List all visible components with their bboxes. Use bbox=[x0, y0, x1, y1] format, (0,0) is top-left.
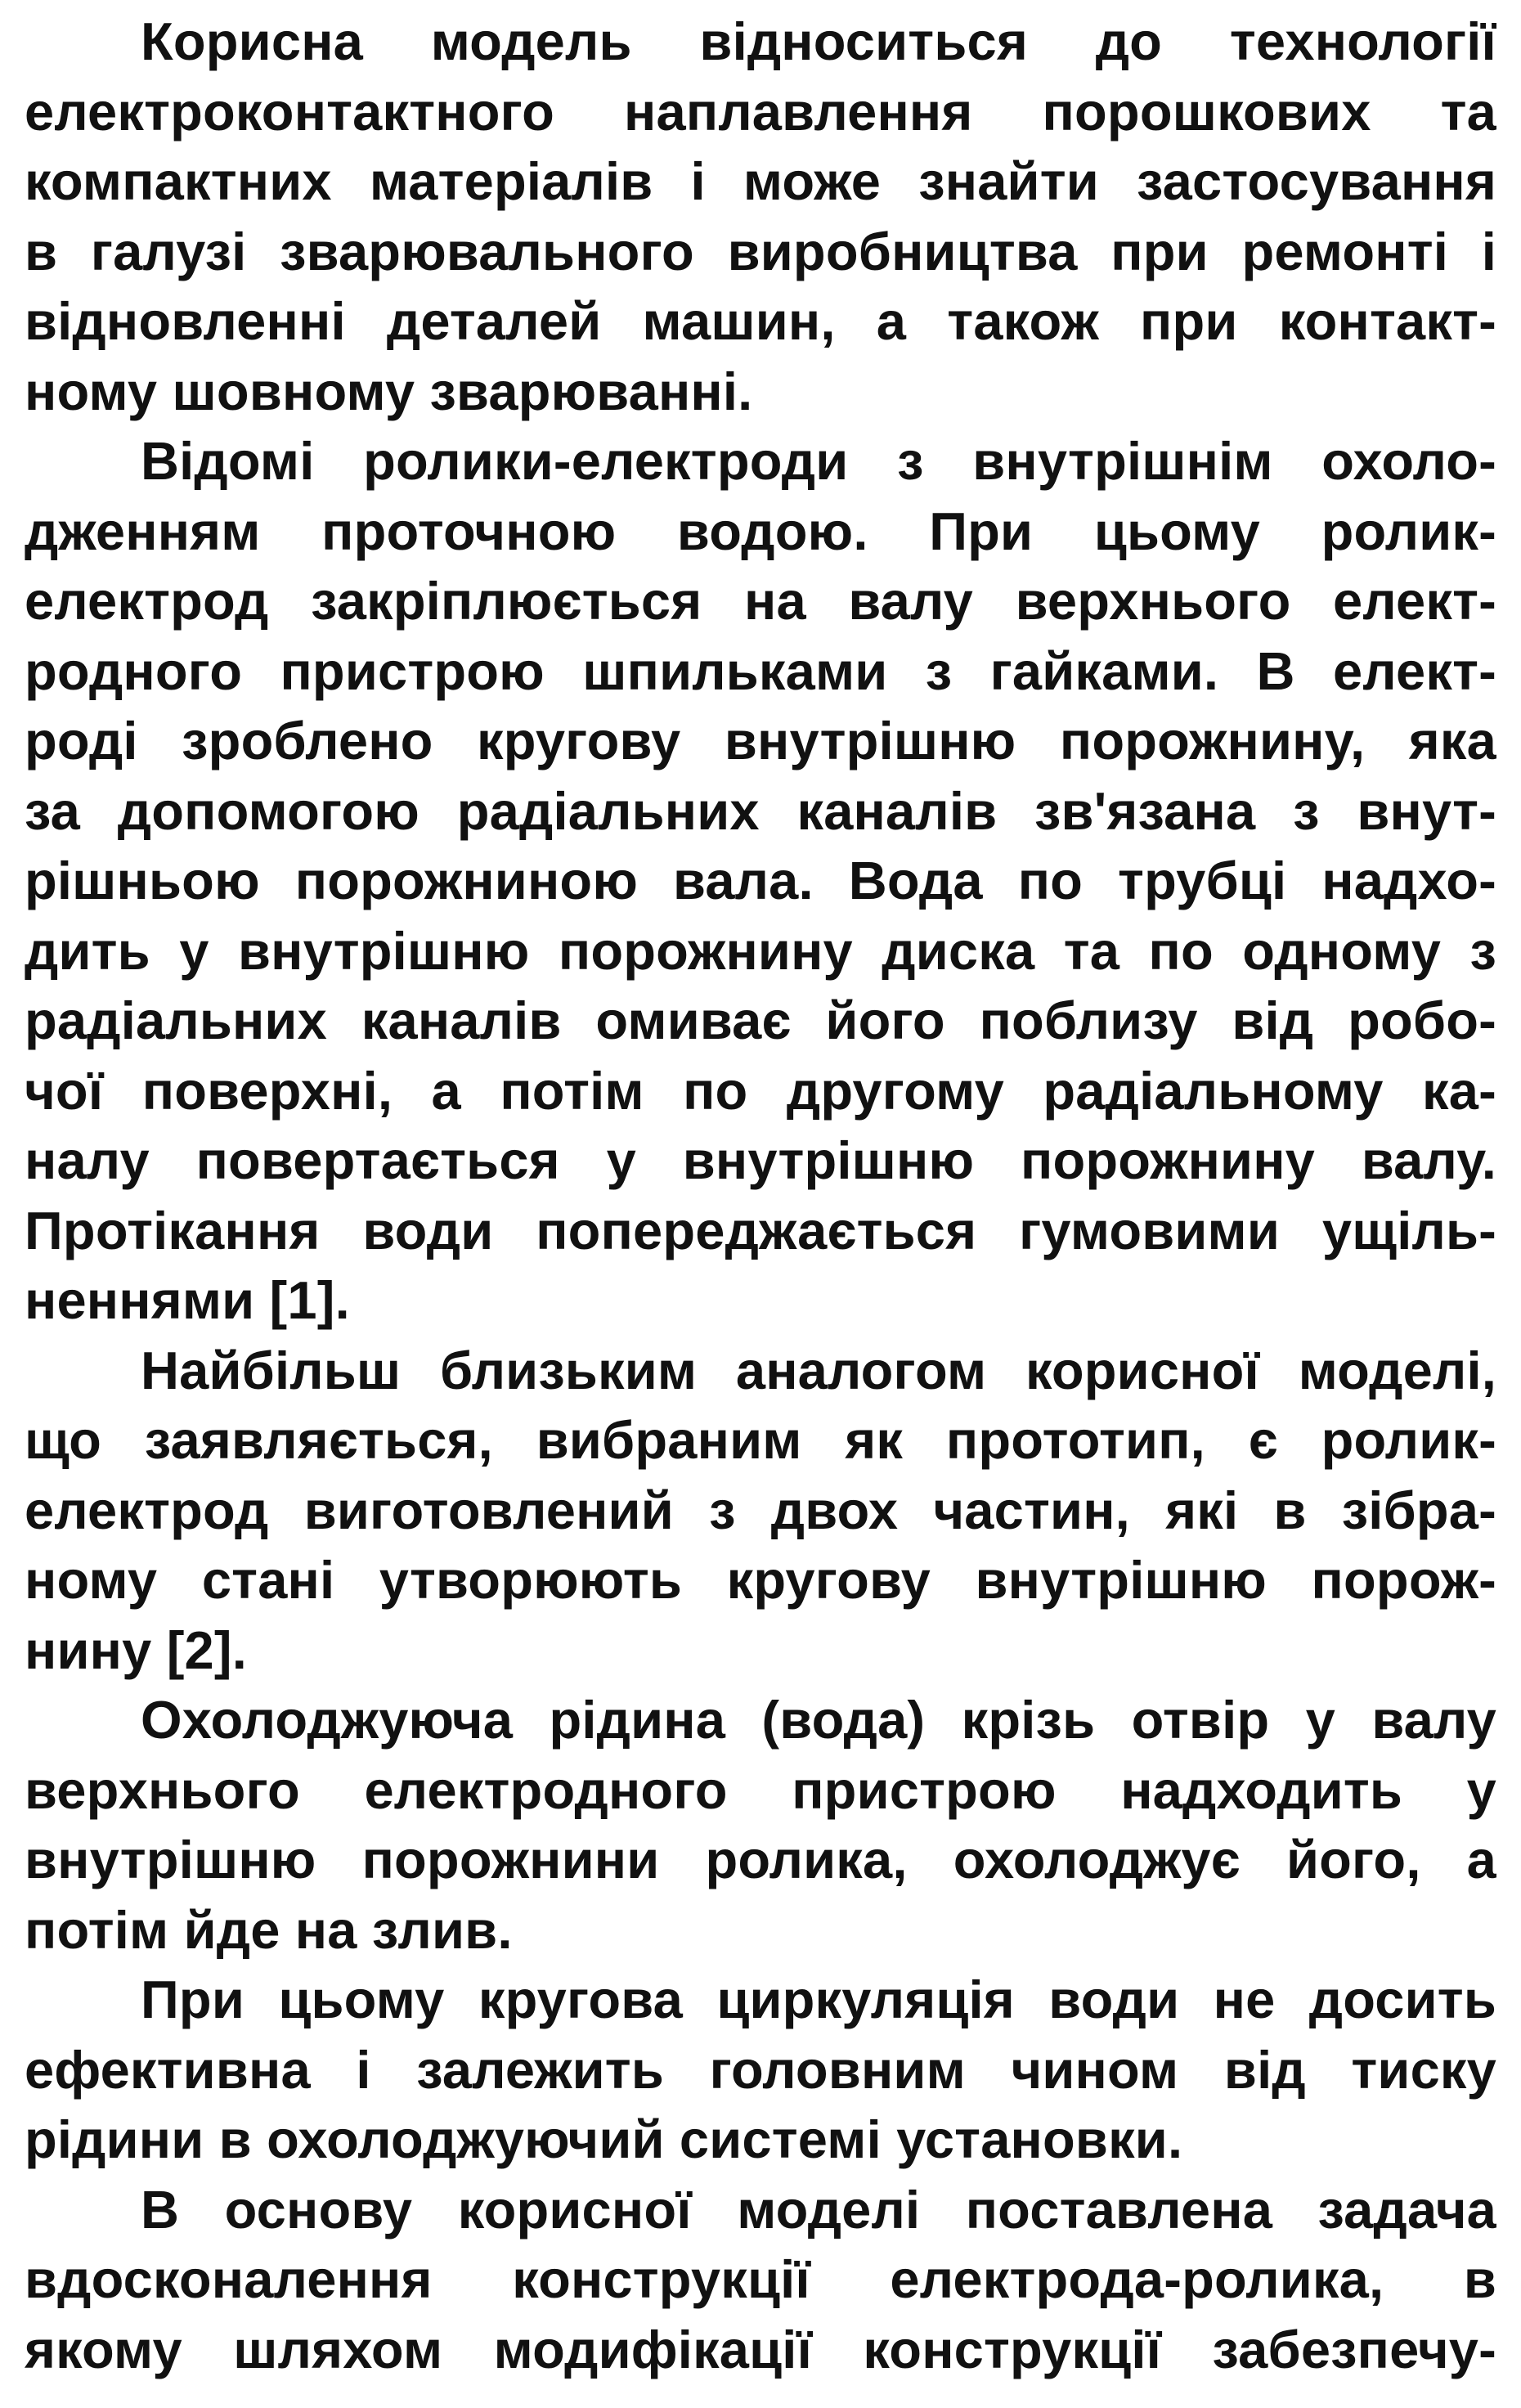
text-line: ному шовному зварюванні. bbox=[25, 361, 753, 421]
text-line: роді зроблено кругову внутрішню порожнину, яка bbox=[25, 711, 1496, 770]
text-line: компактних матеріалів і може знайти застосування bbox=[25, 151, 1496, 211]
text-line: Корисна модель відноситься до технології bbox=[141, 11, 1496, 71]
text-line: відновленні деталей машин, а також при контакт- bbox=[25, 291, 1496, 351]
text-line: рішньою порожниною вала. Вода по трубці надхо- bbox=[25, 851, 1496, 910]
text-line: електрод закріплюється на валу верхнього елект- bbox=[25, 571, 1496, 631]
text-line: радіальних каналів омиває його поблизу від робо- bbox=[25, 991, 1496, 1050]
text-line: вдосконалення конструкції електрода-ролика, в bbox=[25, 2249, 1496, 2309]
text-line: налу повертається у внутрішню порожнину валу. bbox=[25, 1130, 1496, 1190]
text-line: родного пристрою шпильками з гайками. В елект- bbox=[25, 640, 1496, 701]
text-line: ному стані утворюють кругову внутрішню порож- bbox=[25, 1550, 1496, 1610]
text-line: Відомі ролики-електроди з внутрішнім охоло- bbox=[141, 431, 1496, 491]
text-line: дить у внутрішню порожнину диска та по одному з bbox=[25, 920, 1496, 981]
text-line: Протікання води попереджається гумовими ущіль- bbox=[25, 1200, 1496, 1260]
text-line: рідини в охолоджуючий системі установки. bbox=[25, 2109, 1183, 2169]
text-line: електрод виготовлений з двох частин, які в зібра- bbox=[25, 1480, 1496, 1540]
text-line: дженням проточною водою. При цьому ролик- bbox=[25, 501, 1496, 561]
text-line: за допомогою радіальних каналів зв'язана з внут- bbox=[25, 780, 1496, 841]
text-line: В основу корисної моделі поставлена задача bbox=[141, 2179, 1496, 2240]
text-line: Найбільш близьким аналогом корисної моделі, bbox=[141, 1340, 1496, 1400]
text-line: в галузі зварювального виробництва при ремонті і bbox=[25, 221, 1496, 281]
text-line: що заявляється, вибраним як прототип, є ролик- bbox=[25, 1410, 1496, 1470]
text-line: електроконтактного наплавлення порошкових та bbox=[25, 81, 1496, 142]
text-line: нину [2]. bbox=[25, 1620, 247, 1680]
text-line: якому шляхом модифікації конструкції забезпечу- bbox=[25, 2319, 1496, 2379]
text-line: ефективна і залежить головним чином від тиску bbox=[25, 2039, 1496, 2100]
text-line: неннями [1]. bbox=[25, 1270, 350, 1330]
text-line: внутрішню порожнини ролика, охолоджує його, а bbox=[25, 1830, 1496, 1889]
body-text bbox=[25, 7, 1496, 2384]
text-line: При цьому кругова циркуляція води не досить bbox=[141, 1970, 1496, 2029]
text-line: Охолоджуюча рідина (вода) крізь отвір у валу bbox=[141, 1690, 1496, 1750]
text-line: потім йде на злив. bbox=[25, 1899, 513, 1960]
text-line: верхнього електродного пристрою надходить у bbox=[25, 1759, 1496, 1820]
text-line: чої поверхні, а потім по другому радіальному ка- bbox=[25, 1060, 1496, 1121]
